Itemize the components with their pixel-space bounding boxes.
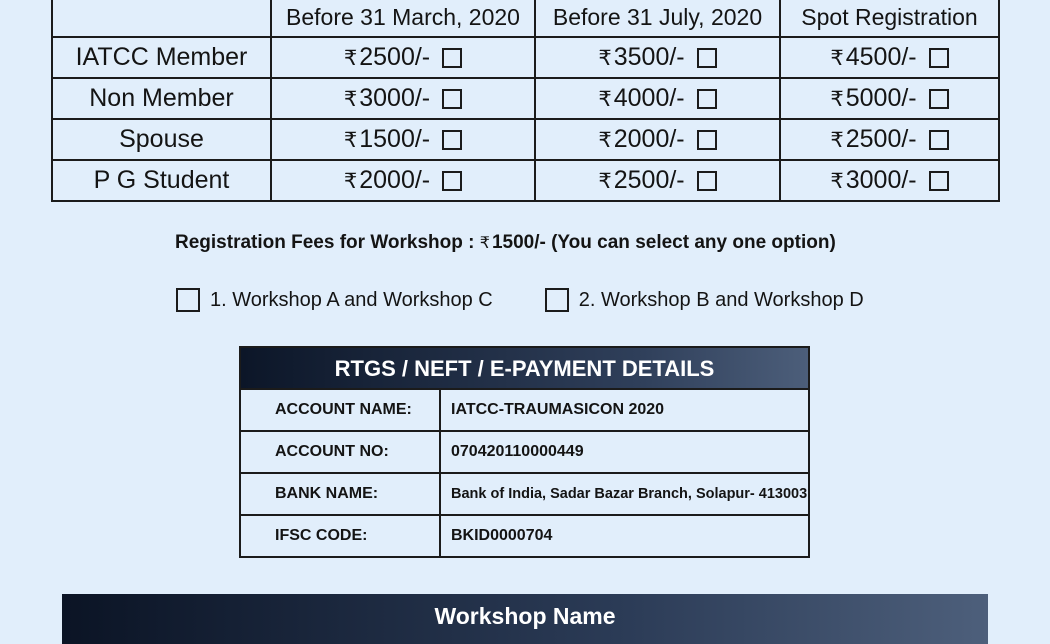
fees-cell xyxy=(535,160,780,201)
rupee-symbol: ₹ xyxy=(830,170,844,193)
rupee-symbol: ₹ xyxy=(343,170,358,193)
fee-amount: 2000/- xyxy=(613,125,685,153)
fees-header-empty xyxy=(52,0,271,37)
fee-checkbox[interactable] xyxy=(697,48,717,68)
payment-details-title: RTGS / NEFT / E-PAYMENT DETAILS xyxy=(241,348,808,388)
fees-cell xyxy=(271,160,535,201)
fees-cell xyxy=(535,37,780,78)
fee-amount: 3000/- xyxy=(359,84,431,112)
rupee-symbol: ₹ xyxy=(598,129,612,152)
workshop-fees-label: Registration Fees for Workshop : xyxy=(175,232,475,253)
fee-amount: 4500/- xyxy=(845,43,917,71)
fees-cell xyxy=(535,119,780,160)
workshop-option-label: 1. Workshop A and Workshop C xyxy=(210,288,493,311)
payment-label: IFSC CODE: xyxy=(241,516,441,556)
fee-checkbox[interactable] xyxy=(929,171,949,191)
fees-cell xyxy=(535,78,780,119)
fee-amount: 2500/- xyxy=(613,166,685,194)
payment-row-account-no xyxy=(241,430,808,472)
fees-header-spot: Spot Registration xyxy=(780,0,999,37)
fees-row-non-member xyxy=(52,78,999,119)
payment-value: IATCC-TRAUMASICON 2020 xyxy=(451,401,665,418)
registration-fees-table xyxy=(51,0,1000,202)
rupee-symbol: ₹ xyxy=(598,88,612,111)
payment-label: ACCOUNT NAME: xyxy=(241,390,441,430)
fees-cell xyxy=(780,119,999,160)
payment-row-account-name xyxy=(241,388,808,430)
payment-label: ACCOUNT NO: xyxy=(241,432,441,472)
fee-amount: 2500/- xyxy=(845,125,917,153)
payment-value: BKID0000704 xyxy=(451,527,553,544)
rupee-symbol: ₹ xyxy=(830,88,844,111)
fee-amount: 2500/- xyxy=(359,43,431,71)
fees-row-spouse xyxy=(52,119,999,160)
payment-value: Bank of India, Sadar Bazar Branch, Solapur- 413003 xyxy=(451,486,808,502)
fees-cell xyxy=(780,160,999,201)
rupee-symbol: ₹ xyxy=(830,47,844,70)
payment-value: 070420110000449 xyxy=(451,443,584,460)
fees-row-pg-student xyxy=(52,160,999,201)
fee-amount: 1500/- xyxy=(359,125,431,153)
fees-cell xyxy=(271,37,535,78)
fee-checkbox[interactable] xyxy=(929,89,949,109)
fees-cell xyxy=(271,119,535,160)
payment-label: BANK NAME: xyxy=(241,474,441,514)
fees-header-before-july: Before 31 July, 2020 xyxy=(535,0,780,37)
fees-header-row xyxy=(52,0,999,37)
fees-category-label: Spouse xyxy=(52,119,271,160)
workshop-name-header: Workshop Name xyxy=(62,594,988,644)
workshop-fees-amount: 1500/- xyxy=(491,232,546,253)
payment-details-box xyxy=(239,346,810,558)
fee-amount: 4000/- xyxy=(613,84,685,112)
rupee-symbol: ₹ xyxy=(343,88,358,111)
fee-amount: 5000/- xyxy=(845,84,917,112)
fees-cell xyxy=(780,78,999,119)
fees-category-label: IATCC Member xyxy=(52,37,271,78)
fees-row-iatcc-member xyxy=(52,37,999,78)
rupee-symbol: ₹ xyxy=(343,47,358,70)
fees-cell xyxy=(271,78,535,119)
fee-checkbox[interactable] xyxy=(442,89,462,109)
rupee-symbol: ₹ xyxy=(479,235,490,252)
rupee-symbol: ₹ xyxy=(598,47,612,70)
fees-category-label: P G Student xyxy=(52,160,271,201)
fee-checkbox[interactable] xyxy=(442,48,462,68)
fee-checkbox[interactable] xyxy=(697,130,717,150)
workshop-fees-heading xyxy=(175,232,836,254)
workshop-option-checkbox[interactable] xyxy=(545,288,569,312)
fees-cell xyxy=(780,37,999,78)
workshop-option-checkbox[interactable] xyxy=(176,288,200,312)
fees-category-label: Non Member xyxy=(52,78,271,119)
fee-checkbox[interactable] xyxy=(929,130,949,150)
workshop-options xyxy=(176,288,864,312)
fee-checkbox[interactable] xyxy=(697,89,717,109)
fees-header-before-march: Before 31 March, 2020 xyxy=(271,0,535,37)
fee-checkbox[interactable] xyxy=(442,171,462,191)
workshop-option-2[interactable] xyxy=(545,288,864,312)
fee-amount: 3500/- xyxy=(613,43,685,71)
fee-checkbox[interactable] xyxy=(929,48,949,68)
rupee-symbol: ₹ xyxy=(598,170,612,193)
fee-checkbox[interactable] xyxy=(697,171,717,191)
payment-row-bank-name xyxy=(241,472,808,514)
payment-row-ifsc xyxy=(241,514,808,556)
fee-amount: 3000/- xyxy=(845,166,917,194)
workshop-fees-note: (You can select any one option) xyxy=(551,232,836,253)
rupee-symbol: ₹ xyxy=(343,129,358,152)
fee-checkbox[interactable] xyxy=(442,130,462,150)
fee-amount: 2000/- xyxy=(359,166,431,194)
rupee-symbol: ₹ xyxy=(830,129,844,152)
workshop-option-label: 2. Workshop B and Workshop D xyxy=(578,288,864,311)
workshop-option-1[interactable] xyxy=(176,288,493,312)
